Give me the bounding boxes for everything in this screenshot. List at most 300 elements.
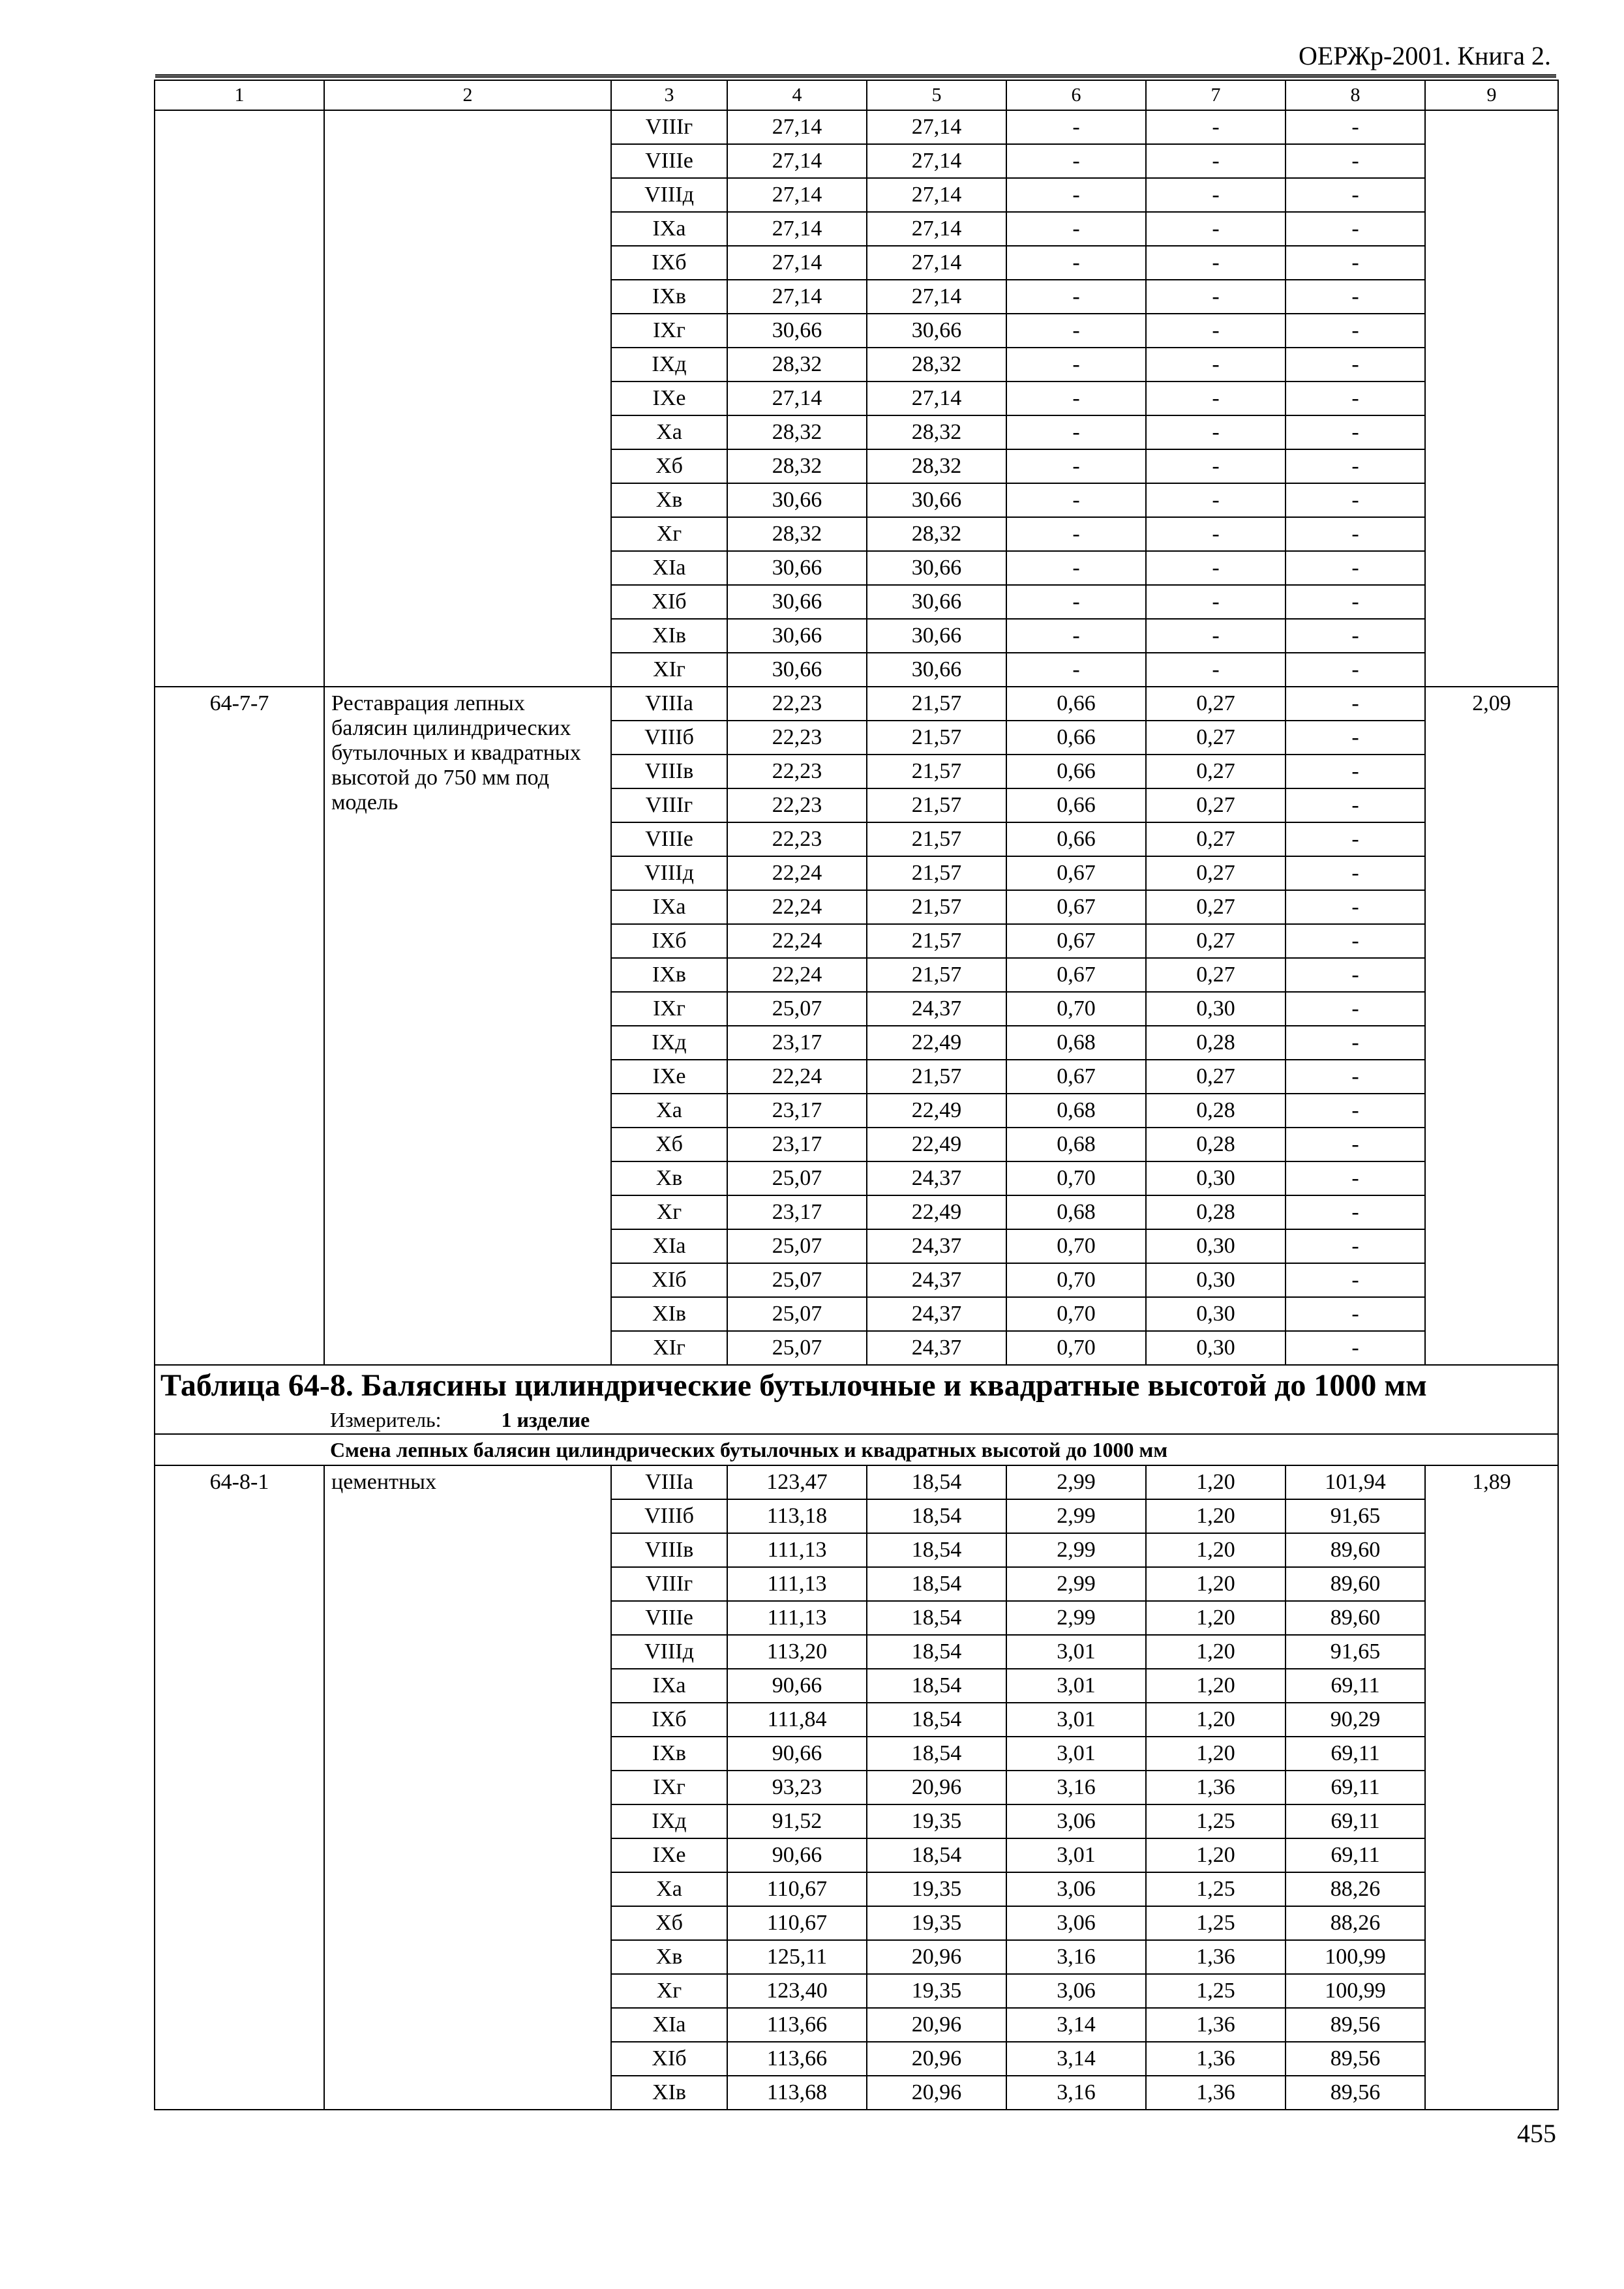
materials-cost: - [1286, 1229, 1425, 1263]
driver-wages: - [1146, 348, 1286, 382]
region-code: IXе [611, 1060, 727, 1094]
wages: 18,54 [867, 1737, 1006, 1771]
driver-wages: - [1146, 144, 1286, 178]
total-cost: 30,66 [727, 653, 867, 687]
driver-wages: 0,28 [1146, 1094, 1286, 1128]
materials-cost: - [1286, 1060, 1425, 1094]
driver-wages: - [1146, 280, 1286, 314]
machine-cost: - [1006, 144, 1146, 178]
driver-wages: 0,27 [1146, 755, 1286, 788]
rate-code [155, 110, 324, 687]
column-number: 4 [727, 80, 867, 110]
materials-cost: - [1286, 755, 1425, 788]
column-number: 1 [155, 80, 324, 110]
wages: 30,66 [867, 619, 1006, 653]
machine-cost: 0,67 [1006, 890, 1146, 924]
materials-cost: - [1286, 415, 1425, 449]
total-cost: 110,67 [727, 1872, 867, 1906]
materials-cost: - [1286, 890, 1425, 924]
wages: 21,57 [867, 687, 1006, 721]
total-cost: 125,11 [727, 1940, 867, 1974]
materials-cost: - [1286, 280, 1425, 314]
materials-cost: - [1286, 1195, 1425, 1229]
column-number: 9 [1425, 80, 1558, 110]
wages: 22,49 [867, 1026, 1006, 1060]
total-cost: 23,17 [727, 1026, 867, 1060]
total-cost: 27,14 [727, 212, 867, 246]
total-cost: 27,14 [727, 144, 867, 178]
driver-wages: 0,27 [1146, 924, 1286, 958]
region-code: Xг [611, 1974, 727, 2008]
materials-cost: 69,11 [1286, 1669, 1425, 1703]
materials-cost: - [1286, 788, 1425, 822]
region-code: VIIIе [611, 1601, 727, 1635]
driver-wages: - [1146, 212, 1286, 246]
region-code: VIIIг [611, 1567, 727, 1601]
total-cost: 25,07 [727, 1263, 867, 1297]
machine-cost: - [1006, 653, 1146, 687]
driver-wages: 1,20 [1146, 1499, 1286, 1533]
machine-cost: 0,68 [1006, 1195, 1146, 1229]
machine-cost: 0,67 [1006, 958, 1146, 992]
region-code: XIб [611, 585, 727, 619]
materials-cost: - [1286, 1094, 1425, 1128]
driver-wages: 1,20 [1146, 1737, 1286, 1771]
materials-cost: - [1286, 246, 1425, 280]
total-cost: 22,23 [727, 721, 867, 755]
region-code: XIв [611, 1297, 727, 1331]
region-code: Xб [611, 449, 727, 483]
materials-cost: 100,99 [1286, 1940, 1425, 1974]
machine-cost: 0,70 [1006, 1229, 1146, 1263]
wages: 21,57 [867, 958, 1006, 992]
materials-cost: 69,11 [1286, 1804, 1425, 1838]
machine-cost: 0,67 [1006, 856, 1146, 890]
wages: 27,14 [867, 110, 1006, 144]
materials-cost: 89,60 [1286, 1533, 1425, 1567]
materials-cost: - [1286, 585, 1425, 619]
driver-wages: - [1146, 415, 1286, 449]
machine-cost: 2,99 [1006, 1567, 1146, 1601]
materials-cost: - [1286, 1297, 1425, 1331]
wages: 18,54 [867, 1465, 1006, 1499]
wages: 21,57 [867, 890, 1006, 924]
machine-cost: 2,99 [1006, 1465, 1146, 1499]
machine-cost: 3,16 [1006, 1940, 1146, 1974]
materials-cost: - [1286, 721, 1425, 755]
total-cost: 30,66 [727, 619, 867, 653]
wages: 20,96 [867, 2008, 1006, 2042]
region-code: XIб [611, 2042, 727, 2076]
materials-cost: - [1286, 1263, 1425, 1297]
materials-cost: 88,26 [1286, 1872, 1425, 1906]
total-cost: 123,47 [727, 1465, 867, 1499]
column-number: 2 [324, 80, 611, 110]
region-code: IXб [611, 1703, 727, 1737]
region-code: IXв [611, 958, 727, 992]
region-code: Xв [611, 483, 727, 517]
machine-cost: 0,66 [1006, 687, 1146, 721]
wages: 21,57 [867, 755, 1006, 788]
materials-cost: - [1286, 653, 1425, 687]
wages: 19,35 [867, 1872, 1006, 1906]
region-code: XIг [611, 653, 727, 687]
driver-wages: 1,20 [1146, 1838, 1286, 1872]
rate-description: цементных [324, 1465, 611, 2110]
driver-wages: 1,36 [1146, 2008, 1286, 2042]
region-code: VIIIе [611, 822, 727, 856]
driver-wages: 1,25 [1146, 1872, 1286, 1906]
total-cost: 23,17 [727, 1195, 867, 1229]
machine-cost: 0,66 [1006, 788, 1146, 822]
region-code: VIIIд [611, 1635, 727, 1669]
wages: 18,54 [867, 1567, 1006, 1601]
wages: 18,54 [867, 1635, 1006, 1669]
machine-cost: 0,70 [1006, 992, 1146, 1026]
driver-wages: - [1146, 517, 1286, 551]
wages: 19,35 [867, 1974, 1006, 2008]
materials-cost: 101,94 [1286, 1465, 1425, 1499]
total-cost: 30,66 [727, 314, 867, 348]
region-code: VIIIд [611, 178, 727, 212]
materials-cost: 89,56 [1286, 2008, 1425, 2042]
header-title: ОЕРЖр-2001. Книга 2. [1299, 41, 1551, 70]
total-cost: 25,07 [727, 992, 867, 1026]
total-cost: 25,07 [727, 1229, 867, 1263]
column-number: 7 [1146, 80, 1286, 110]
page-number: 455 [1517, 2119, 1556, 2148]
wages: 21,57 [867, 924, 1006, 958]
driver-wages: 0,30 [1146, 1161, 1286, 1195]
region-code: Xа [611, 415, 727, 449]
materials-cost: 91,65 [1286, 1635, 1425, 1669]
driver-wages: 1,25 [1146, 1906, 1286, 1940]
section-subheading: Смена лепных балясин цилиндрических бутылочных и квадратных высотой до 1000 мм [155, 1434, 1558, 1465]
wages: 27,14 [867, 144, 1006, 178]
wages: 24,37 [867, 1161, 1006, 1195]
region-code: Xв [611, 1161, 727, 1195]
region-code: XIа [611, 2008, 727, 2042]
total-cost: 25,07 [727, 1297, 867, 1331]
wages: 20,96 [867, 1940, 1006, 1974]
wages: 28,32 [867, 449, 1006, 483]
total-cost: 30,66 [727, 585, 867, 619]
machine-cost: - [1006, 449, 1146, 483]
driver-wages: - [1146, 551, 1286, 585]
total-cost: 22,24 [727, 1060, 867, 1094]
total-cost: 22,23 [727, 755, 867, 788]
total-cost: 110,67 [727, 1906, 867, 1940]
machine-cost: - [1006, 585, 1146, 619]
region-code: IXг [611, 1771, 727, 1804]
region-code: Xб [611, 1906, 727, 1940]
wages: 21,57 [867, 721, 1006, 755]
labor-cost: 2,09 [1425, 687, 1558, 1365]
column-number: 6 [1006, 80, 1146, 110]
wages: 24,37 [867, 1263, 1006, 1297]
region-code: IXг [611, 992, 727, 1026]
total-cost: 113,66 [727, 2008, 867, 2042]
region-code: VIIIд [611, 856, 727, 890]
wages: 28,32 [867, 415, 1006, 449]
driver-wages: 0,30 [1146, 1263, 1286, 1297]
machine-cost: 0,68 [1006, 1026, 1146, 1060]
materials-cost: - [1286, 314, 1425, 348]
subheading-row [155, 1434, 1558, 1465]
driver-wages: - [1146, 449, 1286, 483]
total-cost: 22,23 [727, 788, 867, 822]
materials-cost: - [1286, 517, 1425, 551]
wages: 28,32 [867, 348, 1006, 382]
driver-wages: 0,30 [1146, 992, 1286, 1026]
machine-cost: 2,99 [1006, 1601, 1146, 1635]
total-cost: 22,24 [727, 856, 867, 890]
machine-cost: 3,16 [1006, 1771, 1146, 1804]
wages: 18,54 [867, 1838, 1006, 1872]
driver-wages: 0,27 [1146, 1060, 1286, 1094]
wages: 24,37 [867, 1297, 1006, 1331]
machine-cost: 3,01 [1006, 1703, 1146, 1737]
region-code: IXв [611, 280, 727, 314]
total-cost: 123,40 [727, 1974, 867, 2008]
total-cost: 28,32 [727, 449, 867, 483]
materials-cost: 69,11 [1286, 1737, 1425, 1771]
machine-cost: - [1006, 619, 1146, 653]
region-code: Xг [611, 1195, 727, 1229]
driver-wages: 0,27 [1146, 822, 1286, 856]
table-title: Таблица 64-8. Балясины цилиндрические бутылочные и квадратные высотой до 1000 мм [155, 1365, 1558, 1406]
materials-cost: 69,11 [1286, 1838, 1425, 1872]
materials-cost: 91,65 [1286, 1499, 1425, 1533]
wages: 27,14 [867, 178, 1006, 212]
measure-row [155, 1406, 1558, 1434]
region-code: Xв [611, 1940, 727, 1974]
total-cost: 23,17 [727, 1128, 867, 1161]
wages: 18,54 [867, 1499, 1006, 1533]
driver-wages: 0,30 [1146, 1331, 1286, 1365]
region-code: VIIIа [611, 687, 727, 721]
machine-cost: 3,06 [1006, 1804, 1146, 1838]
column-number-row [155, 80, 1558, 110]
wages: 30,66 [867, 551, 1006, 585]
machine-cost: 0,68 [1006, 1128, 1146, 1161]
materials-cost: 89,56 [1286, 2042, 1425, 2076]
materials-cost: 100,99 [1286, 1974, 1425, 2008]
measure-cell [155, 1406, 1558, 1434]
driver-wages: 0,30 [1146, 1297, 1286, 1331]
materials-cost: - [1286, 687, 1425, 721]
table-title-row [155, 1365, 1558, 1406]
driver-wages: 1,20 [1146, 1465, 1286, 1499]
wages: 18,54 [867, 1669, 1006, 1703]
machine-cost: - [1006, 517, 1146, 551]
wages: 21,57 [867, 788, 1006, 822]
driver-wages: 0,27 [1146, 721, 1286, 755]
driver-wages: 0,27 [1146, 856, 1286, 890]
wages: 24,37 [867, 1229, 1006, 1263]
wages: 19,35 [867, 1804, 1006, 1838]
column-number: 5 [867, 80, 1006, 110]
driver-wages: 1,36 [1146, 2042, 1286, 2076]
total-cost: 22,24 [727, 958, 867, 992]
wages: 21,57 [867, 856, 1006, 890]
driver-wages: 1,20 [1146, 1703, 1286, 1737]
region-code: IXа [611, 890, 727, 924]
materials-cost: - [1286, 348, 1425, 382]
materials-cost: - [1286, 1128, 1425, 1161]
machine-cost: 2,99 [1006, 1533, 1146, 1567]
region-code: IXе [611, 1838, 727, 1872]
materials-cost: - [1286, 551, 1425, 585]
driver-wages: 1,25 [1146, 1804, 1286, 1838]
driver-wages: 0,28 [1146, 1195, 1286, 1229]
machine-cost: 0,66 [1006, 721, 1146, 755]
wages: 20,96 [867, 2076, 1006, 2110]
total-cost: 111,13 [727, 1533, 867, 1567]
driver-wages: 1,20 [1146, 1601, 1286, 1635]
wages: 20,96 [867, 2042, 1006, 2076]
machine-cost: - [1006, 348, 1146, 382]
total-cost: 22,23 [727, 687, 867, 721]
rate-code: 64-7-7 [155, 687, 324, 1365]
total-cost: 113,68 [727, 2076, 867, 2110]
region-code: VIIIе [611, 144, 727, 178]
driver-wages: 1,20 [1146, 1635, 1286, 1669]
total-cost: 93,23 [727, 1771, 867, 1804]
driver-wages: 1,20 [1146, 1669, 1286, 1703]
total-cost: 23,17 [727, 1094, 867, 1128]
driver-wages: 0,28 [1146, 1128, 1286, 1161]
machine-cost: 0,66 [1006, 755, 1146, 788]
region-code: VIIIв [611, 755, 727, 788]
region-code: IXб [611, 924, 727, 958]
total-cost: 25,07 [727, 1161, 867, 1195]
driver-wages: - [1146, 619, 1286, 653]
machine-cost: 0,70 [1006, 1263, 1146, 1297]
total-cost: 27,14 [727, 178, 867, 212]
machine-cost: - [1006, 178, 1146, 212]
total-cost: 113,18 [727, 1499, 867, 1533]
region-code: VIIIа [611, 1465, 727, 1499]
region-code: VIIIв [611, 1533, 727, 1567]
machine-cost: 3,01 [1006, 1838, 1146, 1872]
driver-wages: - [1146, 653, 1286, 687]
total-cost: 27,14 [727, 110, 867, 144]
total-cost: 22,24 [727, 890, 867, 924]
materials-cost: - [1286, 483, 1425, 517]
wages: 30,66 [867, 653, 1006, 687]
wages: 24,37 [867, 1331, 1006, 1365]
total-cost: 113,66 [727, 2042, 867, 2076]
table-row [155, 687, 1558, 721]
rate-description [324, 110, 611, 687]
machine-cost: - [1006, 110, 1146, 144]
driver-wages: - [1146, 178, 1286, 212]
materials-cost: 88,26 [1286, 1906, 1425, 1940]
machine-cost: - [1006, 280, 1146, 314]
region-code: Xг [611, 517, 727, 551]
wages: 27,14 [867, 382, 1006, 415]
wages: 18,54 [867, 1533, 1006, 1567]
driver-wages: 0,28 [1146, 1026, 1286, 1060]
machine-cost: 3,01 [1006, 1635, 1146, 1669]
total-cost: 27,14 [727, 280, 867, 314]
materials-cost: - [1286, 619, 1425, 653]
wages: 18,54 [867, 1601, 1006, 1635]
driver-wages: 0,30 [1146, 1229, 1286, 1263]
driver-wages: - [1146, 483, 1286, 517]
machine-cost: 3,01 [1006, 1737, 1146, 1771]
machine-cost: 0,70 [1006, 1297, 1146, 1331]
machine-cost: 0,68 [1006, 1094, 1146, 1128]
materials-cost: - [1286, 924, 1425, 958]
region-code: XIа [611, 551, 727, 585]
machine-cost: 0,70 [1006, 1331, 1146, 1365]
region-code: Xа [611, 1094, 727, 1128]
driver-wages: 0,27 [1146, 788, 1286, 822]
total-cost: 90,66 [727, 1737, 867, 1771]
region-code: VIIIг [611, 788, 727, 822]
total-cost: 90,66 [727, 1669, 867, 1703]
machine-cost: - [1006, 483, 1146, 517]
measure-value: 1 изделие [501, 1408, 590, 1431]
total-cost: 25,07 [727, 1331, 867, 1365]
machine-cost: - [1006, 314, 1146, 348]
total-cost: 27,14 [727, 382, 867, 415]
machine-cost: 0,67 [1006, 924, 1146, 958]
materials-cost: - [1286, 178, 1425, 212]
region-code: XIа [611, 1229, 727, 1263]
driver-wages: 1,25 [1146, 1974, 1286, 2008]
wages: 22,49 [867, 1128, 1006, 1161]
materials-cost: - [1286, 1026, 1425, 1060]
materials-cost: - [1286, 856, 1425, 890]
wages: 19,35 [867, 1906, 1006, 1940]
region-code: XIв [611, 2076, 727, 2110]
region-code: XIв [611, 619, 727, 653]
machine-cost: 2,99 [1006, 1499, 1146, 1533]
wages: 21,57 [867, 1060, 1006, 1094]
machine-cost: 3,14 [1006, 2008, 1146, 2042]
driver-wages: - [1146, 382, 1286, 415]
materials-cost: - [1286, 110, 1425, 144]
wages: 30,66 [867, 314, 1006, 348]
wages: 28,32 [867, 517, 1006, 551]
running-header [155, 38, 1556, 78]
total-cost: 113,20 [727, 1635, 867, 1669]
machine-cost: 3,01 [1006, 1669, 1146, 1703]
region-code: IXа [611, 1669, 727, 1703]
column-number: 8 [1286, 80, 1425, 110]
driver-wages: 1,20 [1146, 1567, 1286, 1601]
machine-cost: 0,70 [1006, 1161, 1146, 1195]
total-cost: 28,32 [727, 348, 867, 382]
total-cost: 30,66 [727, 551, 867, 585]
driver-wages: - [1146, 314, 1286, 348]
total-cost: 28,32 [727, 517, 867, 551]
machine-cost: 3,06 [1006, 1974, 1146, 2008]
machine-cost: - [1006, 551, 1146, 585]
materials-cost: - [1286, 822, 1425, 856]
rates-table [154, 80, 1559, 2110]
region-code: IXа [611, 212, 727, 246]
total-cost: 111,13 [727, 1567, 867, 1601]
materials-cost: 69,11 [1286, 1771, 1425, 1804]
region-code: VIIIб [611, 1499, 727, 1533]
materials-cost: - [1286, 992, 1425, 1026]
wages: 30,66 [867, 483, 1006, 517]
labor-cost [1425, 110, 1558, 687]
